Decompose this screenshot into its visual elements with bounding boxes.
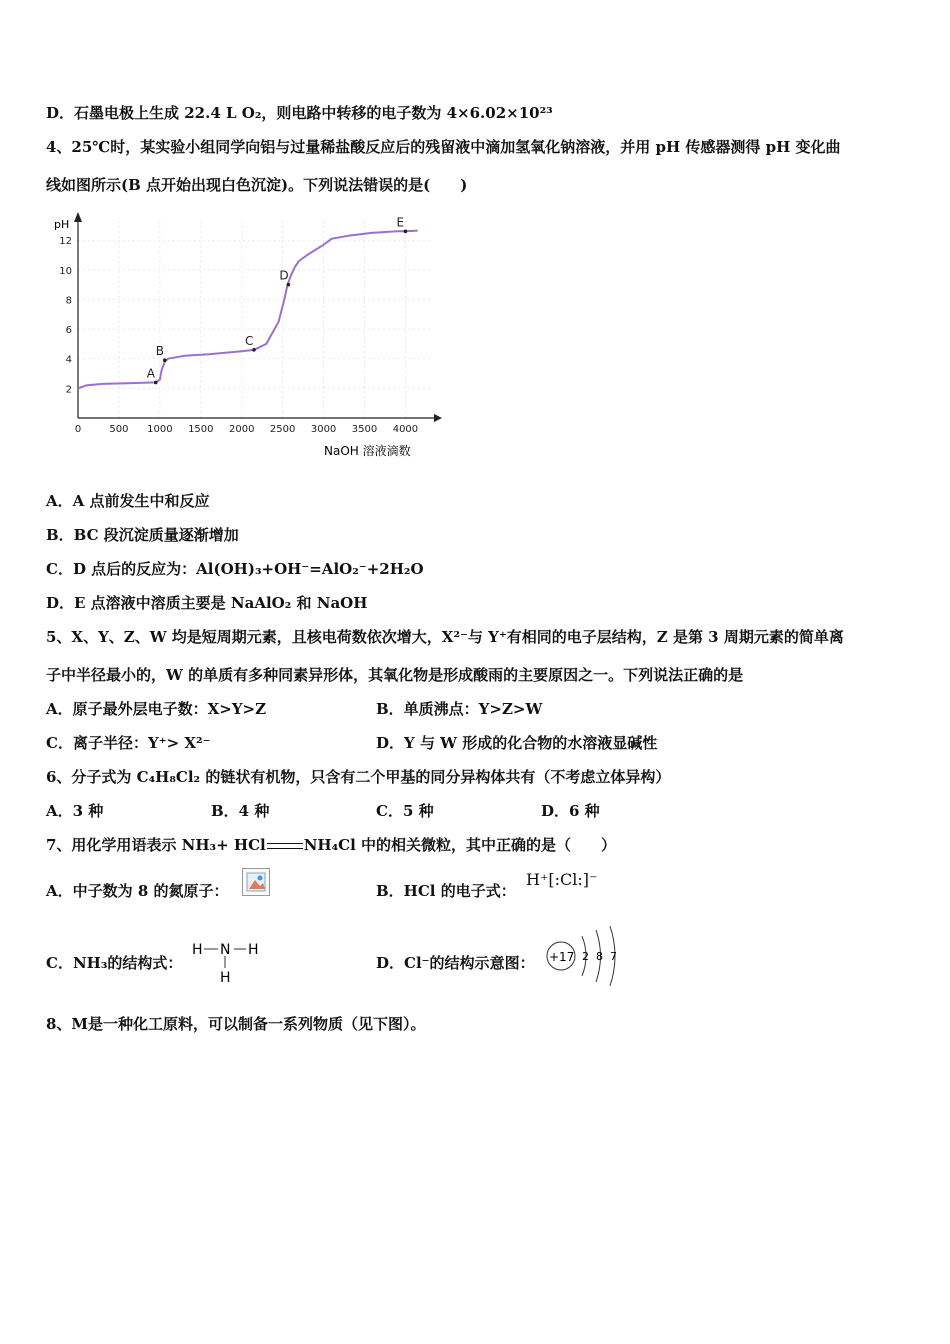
q7-option-b[interactable] xyxy=(376,881,516,901)
ph-chart xyxy=(46,210,446,465)
q7-stem-pre: 7、用化学用语表示 NH₃+ HCl xyxy=(46,836,266,854)
y-axis-label: pH xyxy=(54,218,70,231)
nh3-left-h: H xyxy=(192,942,203,958)
shell-3-electrons: 7 xyxy=(610,950,617,963)
q7-stem xyxy=(46,835,616,855)
point-b-label: B xyxy=(155,344,165,359)
q7-option-a-label: A．中子数为 8 的氮原子： xyxy=(46,882,229,900)
q6-option-a[interactable]: A．3 种 xyxy=(46,802,104,820)
q6-option-d[interactable]: D．6 种 xyxy=(541,802,600,820)
y-tick-label: 4 xyxy=(65,354,72,366)
y-tick-label: 8 xyxy=(65,295,72,307)
q6-stem: 6、分子式为 C₄H₈Cl₂ 的链状有机物，只含有二个甲基的同分异构体共有（不考虑立体异构） xyxy=(46,768,671,786)
y-tick-label: 10 xyxy=(59,265,72,277)
q8-stem: 8、M是一种化工原料，可以制备一系列物质（见下图）。 xyxy=(46,1015,426,1033)
x-tick-label: 1500 xyxy=(188,424,214,435)
q7-option-c-label: C．NH₃的结构式： xyxy=(46,954,183,972)
cl-ion-structure-diagram xyxy=(544,924,628,988)
nh3-structural-formula xyxy=(190,938,270,986)
chart-axes xyxy=(74,212,442,422)
q7-stem-post: NH₄Cl 中的相关微粒，其中正确的是（ ） xyxy=(303,836,617,854)
point-c-marker xyxy=(252,348,256,352)
point-a-label: A xyxy=(146,366,155,381)
x-axis-arrow xyxy=(434,414,442,422)
q4-option-b[interactable]: B．BC 段沉淀质量逐渐增加 xyxy=(46,526,239,544)
cl-nucleus-charge: +17 xyxy=(549,950,575,964)
q7-option-d[interactable] xyxy=(376,953,535,973)
q7-option-a[interactable] xyxy=(46,881,229,901)
q4-option-d[interactable]: D．E 点溶液中溶质主要是 NaAlO₂ 和 NaOH xyxy=(46,594,368,612)
shell-2-electrons: 8 xyxy=(596,950,603,963)
x-tick-label: 2500 xyxy=(269,424,296,435)
y-tick-label: 12 xyxy=(59,236,72,248)
q7-option-b-label: B．HCl 的电子式： xyxy=(376,882,516,900)
nh3-right-h: H xyxy=(248,942,259,958)
y-tick-label: 2 xyxy=(65,384,72,396)
point-c-label: C xyxy=(245,333,254,348)
chart-grid xyxy=(78,218,430,418)
x-tick-label: 2000 xyxy=(228,424,255,435)
nh3-n: N xyxy=(220,942,231,958)
hcl-electron-formula: H⁺[:Cl:]⁻ xyxy=(526,870,598,889)
x-axis-label: NaOH 溶液滴数 xyxy=(324,444,411,458)
q7-option-d-label: D．Cl⁻的结构示意图： xyxy=(376,954,535,972)
y-tick-label: 6 xyxy=(65,325,72,337)
x-tick-label: 3000 xyxy=(310,424,337,435)
x-tick-label: 3500 xyxy=(351,424,378,435)
y-axis-arrow xyxy=(74,212,82,222)
q4-option-a[interactable]: A．A 点前发生中和反应 xyxy=(46,492,210,510)
point-a-marker xyxy=(154,381,158,385)
shell-1-electrons: 2 xyxy=(582,950,589,963)
x-tick-label: 4000 xyxy=(392,424,419,435)
q5-option-b[interactable]: B．单质沸点：Y>Z>W xyxy=(376,700,543,718)
q7-option-c[interactable] xyxy=(46,953,182,973)
point-b-marker xyxy=(163,358,167,362)
reaction-equals-sign xyxy=(267,843,303,849)
q4-stem-line1: 4、25℃时，某实验小组同学向铝与过量稀盐酸反应后的残留液中滴加氢氧化钠溶液，并用 pH 传感器测得 pH 变化曲 xyxy=(46,138,841,156)
q5-option-c[interactable]: C．离子半径：Y⁺> X²⁻ xyxy=(46,734,211,752)
point-d-label: D xyxy=(279,268,289,283)
q6-option-c[interactable]: C．5 种 xyxy=(376,802,434,820)
q4-option-c[interactable]: C．D 点后的反应为：Al(OH)₃+OH⁻=AlO₂⁻+2H₂O xyxy=(46,560,424,578)
nh3-bottom-h: H xyxy=(220,970,231,986)
q5-stem-line1: 5、X、Y、Z、W 均是短周期元素，且核电荷数依次增大，X²⁻与 Y⁺有相同的电子层结构，Z 是第 3 周期元素的简单离 xyxy=(46,628,844,646)
q6-option-b[interactable]: B．4 种 xyxy=(211,802,270,820)
point-e-marker xyxy=(404,230,408,234)
ph-curve xyxy=(78,231,418,389)
q4-stem-line2: 线如图所示(B 点开始出现白色沉淀)。下列说法错误的是( ) xyxy=(46,176,468,194)
x-tick-label: 500 xyxy=(109,424,129,435)
q5-option-d[interactable]: D．Y 与 W 形成的化合物的水溶液显碱性 xyxy=(376,734,658,752)
q3-option-d: D．石墨电极上生成 22.4 L O₂，则电路中转移的电子数为 4×6.02×10²³ xyxy=(46,104,553,122)
point-e-label: E xyxy=(396,215,405,230)
q5-stem-line2: 子中半径最小的，W 的单质有多种同素异形体，其氧化物是形成酸雨的主要原因之一。下列说法正确的是 xyxy=(46,666,744,684)
q5-option-a[interactable]: A．原子最外层电子数：X>Y>Z xyxy=(46,700,267,718)
x-tick-label: 1000 xyxy=(147,424,173,435)
broken-image-icon xyxy=(242,868,270,896)
x-tick-label: 0 xyxy=(74,424,82,435)
image-placeholder-icon xyxy=(243,869,269,895)
point-d-marker xyxy=(287,283,291,287)
